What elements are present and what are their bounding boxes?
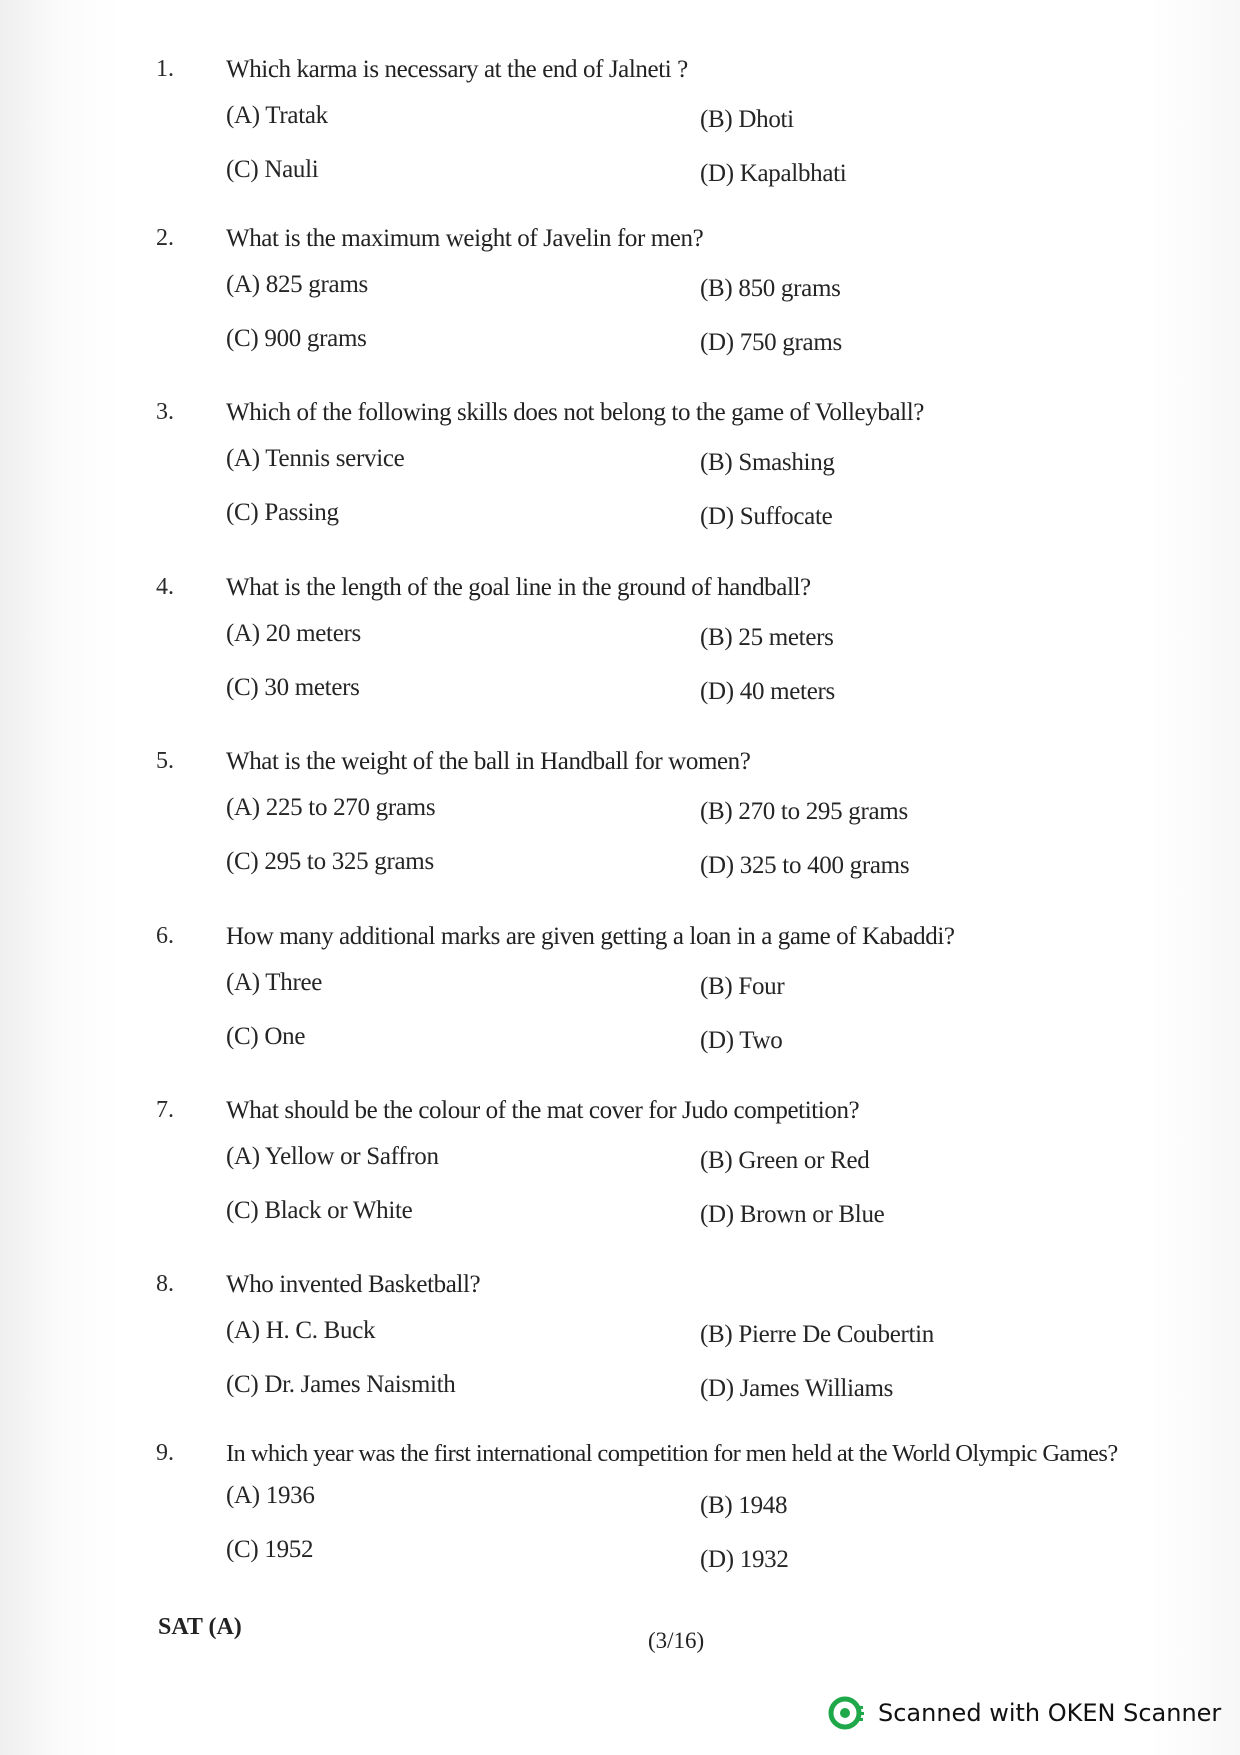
question-number: 8. [156,1271,174,1297]
option-a: (A) Yellow or Saffron [226,1143,439,1170]
page-number: (3/16) [648,1628,705,1653]
option-d: (D) Kapalbhati [700,160,847,187]
option-a: (A) 1936 [226,1482,315,1509]
option-a: (A) 825 grams [226,271,368,298]
question-7 [0,1097,1240,1247]
option-d: (D) 1932 [700,1546,789,1573]
question-number: 5. [156,748,174,774]
option-d: (D) Two [700,1027,783,1054]
option-c: (C) Passing [226,499,339,526]
option-c: (C) 1952 [226,1536,314,1563]
question-text: Which of the following skills does not belong to the game of Volleyball? [226,399,924,426]
option-b: (B) 1948 [700,1492,788,1519]
question-text: What should be the colour of the mat cover for Judo competition? [226,1097,860,1124]
option-c: (C) Nauli [226,156,319,183]
option-c: (C) Black or White [226,1197,413,1224]
option-c: (C) 30 meters [226,674,360,701]
question-number: 1. [156,56,174,82]
question-6 [0,923,1240,1073]
question-text: What is the maximum weight of Javelin for men? [226,225,704,252]
option-a: (A) H. C. Buck [226,1317,376,1344]
question-8 [0,1271,1240,1421]
option-c: (C) 295 to 325 grams [226,848,434,875]
question-number: 3. [156,399,174,425]
option-d: (D) Brown or Blue [700,1201,885,1228]
question-number: 7. [156,1097,174,1123]
option-c: (C) One [226,1023,306,1050]
option-b: (B) Smashing [700,449,835,476]
scanner-watermark [828,1690,1221,1736]
oken-scanner-logo-icon [828,1694,866,1732]
question-2 [0,225,1240,375]
option-a: (A) Three [226,969,323,996]
option-d: (D) 40 meters [700,678,835,705]
option-a: (A) Tennis service [226,445,405,472]
option-a: (A) 225 to 270 grams [226,794,436,821]
option-b: (B) Dhoti [700,106,794,133]
option-c: (C) Dr. James Naismith [226,1371,456,1398]
question-number: 9. [156,1440,174,1466]
option-a: (A) Tratak [226,102,328,129]
option-b: (B) 270 to 295 grams [700,798,908,825]
question-text: In which year was the first international competition for men held at the World Olympic Games? [226,1440,1118,1467]
option-d: (D) James Williams [700,1375,894,1402]
question-1 [0,56,1240,206]
option-a: (A) 20 meters [226,620,361,647]
option-d: (D) Suffocate [700,503,833,530]
question-3 [0,399,1240,549]
question-text: How many additional marks are given getting a loan in a game of Kabaddi? [226,923,955,950]
question-text: Who invented Basketball? [226,1271,481,1298]
option-b: (B) Pierre De Coubertin [700,1321,935,1348]
option-d: (D) 325 to 400 grams [700,852,910,879]
option-d: (D) 750 grams [700,329,842,356]
question-4 [0,574,1240,724]
option-b: (B) Green or Red [700,1147,870,1174]
question-text: What is the weight of the ball in Handball for women? [226,748,751,775]
question-text: What is the length of the goal line in the ground of handball? [226,574,811,601]
question-number: 6. [156,923,174,949]
question-text: Which karma is necessary at the end of Jalneti ? [226,56,688,83]
option-b: (B) 25 meters [700,624,834,651]
paper-code: SAT (A) [158,1614,242,1640]
question-5 [0,748,1240,898]
question-9 [0,1440,1240,1590]
option-c: (C) 900 grams [226,325,367,352]
option-b: (B) Four [700,973,785,1000]
scanner-watermark-text: Scanned with OKEN Scanner [878,1699,1222,1727]
question-number: 4. [156,574,174,600]
question-number: 2. [156,225,174,251]
option-b: (B) 850 grams [700,275,841,302]
